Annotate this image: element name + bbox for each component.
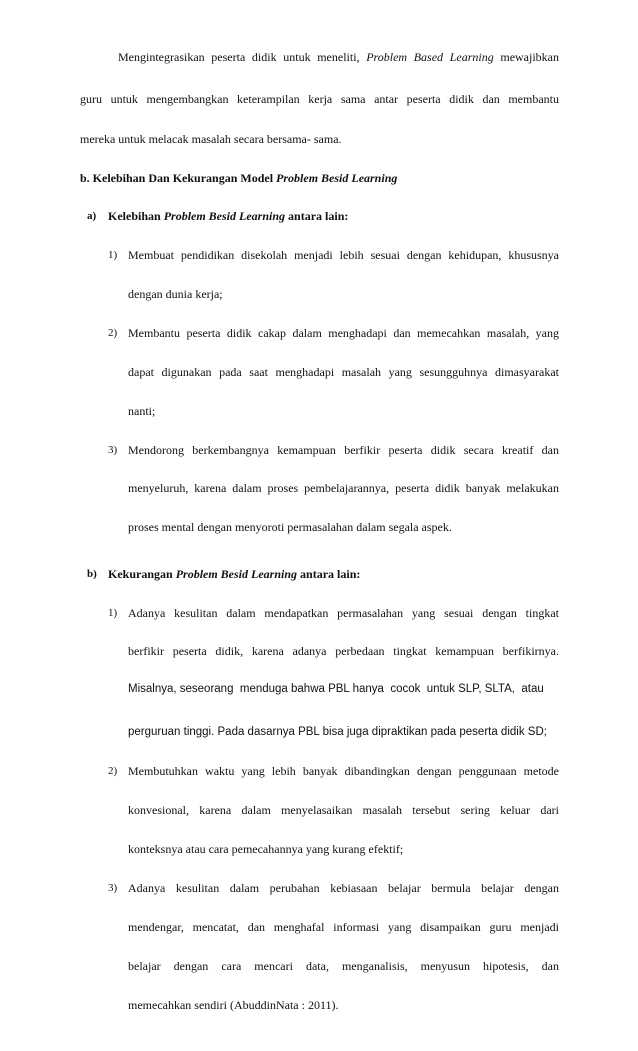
kekurangan-item-2-line-3: konteksnya atau cara pemecahannya yang kurang efektif;	[128, 842, 404, 856]
kekurangan-item-2-line-1: Membutuhkan waktu yang lebih banyak dibandingkan dengan penggunaan metode	[128, 764, 559, 778]
intro-line-1: Mengintegrasikan peserta didik untuk meneliti, Problem Based Learning mewajibkan	[118, 50, 559, 64]
kelebihan-item-3-line-3: proses mental dengan menyoroti permasalahan dalam segala aspek.	[128, 520, 452, 534]
kekurangan-item-1-line-3: Misalnya, seseorang menduga bahwa PBL hanya cocok untuk SLP, SLTA, atau	[128, 683, 544, 695]
kekurangan-item-3-line-1: Adanya kesulitan dalam perubahan kebiasaan belajar bermula belajar dengan	[128, 881, 559, 895]
kekurangan-item-3-number: 3)	[108, 882, 118, 894]
intro-line-2: guru untuk mengembangkan keterampilan kerja sama antar peserta didik dan membantu	[80, 92, 559, 106]
kelebihan-item-3-line-2: menyeluruh, karena dalam proses pembelajarannya, peserta didik banyak melakukan	[128, 481, 559, 495]
section-b-heading: b. Kelebihan Dan Kekurangan Model Problem Besid Learning	[80, 171, 398, 185]
kelebihan-heading: Kelebihan Problem Besid Learning antara lain:	[108, 209, 349, 223]
kelebihan-item-3-number: 3)	[108, 444, 118, 456]
kelebihan-item-2-line-2: dapat digunakan pada saat menghadapi masalah yang sesungguhnya dimasyarakat	[128, 365, 559, 379]
kekurangan-item-1-line-2: berfikir peserta didik, karena adanya perbedaan tingkat kemampuan berfikirnya.	[128, 644, 559, 658]
kelebihan-item-2-number: 2)	[108, 327, 118, 339]
kelebihan-item-2-line-1: Membantu peserta didik cakap dalam menghadapi dan memecahkan masalah, yang	[128, 326, 559, 340]
kekurangan-item-2-number: 2)	[108, 765, 118, 777]
kekurangan-marker: b)	[87, 568, 97, 580]
kelebihan-item-2-line-3: nanti;	[128, 404, 156, 418]
kekurangan-item-3-line-2: mendengar, mencatat, dan menghafal informasi yang disampaikan guru menjadi	[128, 920, 559, 934]
kekurangan-item-1-line-1: Adanya kesulitan dalam mendapatkan permasalahan yang sesuai dengan tingkat	[128, 606, 559, 620]
intro-italic-term: Problem Based Learning	[366, 50, 494, 64]
kekurangan-heading: Kekurangan Problem Besid Learning antara lain:	[108, 567, 361, 581]
kelebihan-item-1-number: 1)	[108, 249, 118, 261]
kekurangan-item-2-line-2: konvesional, karena dalam menyelasaikan masalah tersebut sering keluar dari	[128, 803, 559, 817]
kelebihan-item-1-line-2: dengan dunia kerja;	[128, 287, 223, 301]
kekurangan-item-3-line-3: belajar dengan cara mencari data, menganalisis, menyusun hipotesis, dan	[128, 959, 559, 973]
kekurangan-item-1-line-4: perguruan tinggi. Pada dasarnya PBL bisa juga dipraktikan pada peserta didik SD;	[128, 726, 547, 738]
kelebihan-marker: a)	[87, 210, 97, 222]
kekurangan-item-1-number: 1)	[108, 607, 118, 619]
kelebihan-item-3-line-1: Mendorong berkembangnya kemampuan berfikir peserta didik secara kreatif dan	[128, 443, 559, 457]
kelebihan-item-1-line-1: Membuat pendidikan disekolah menjadi lebih sesuai dengan kehidupan, khususnya	[128, 248, 559, 262]
intro-line-3: mereka untuk melacak masalah secara bersama- sama.	[80, 132, 342, 146]
kekurangan-item-3-line-4: memecahkan sendiri (AbuddinNata : 2011).	[128, 998, 339, 1012]
